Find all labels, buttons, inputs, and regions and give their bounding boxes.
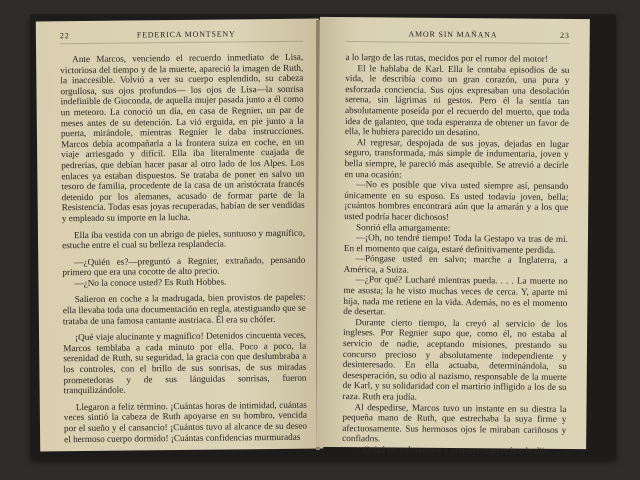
paragraph: Ella iba vestida con un abrigo de pieles, suntuoso y magnífico, estuche entre el cual su belleza resplandecía. [62, 227, 306, 251]
paragraph: Ante Marcos, venciendo el recuerdo inmediato de Lisa, victoriosa del tiempo y de la muerte, apareció la imagen de Ruth, la inaccesible. Volvió a ver su cuerpo esplendido, su cabeza orgullosa, sus ojos profundos— los ojos de Lisa—la sonrisa indefinible de Gioconda, de aquella mujer pasada junto a él como un meteoro. La conoció un día, en casa de Regnier, un par de meses antes de su detención. La vió erguida, en pie junto a la puerta, mirándole, mientras Regnier le daba instrucciones. Marcos debía acompañarla a la frontera suiza en coche, en un viaje arriesgado y difícil. Ella iba literalmente cuajada de pedrerías, que debían hacer pasar al otro lado de los Alpes. Los enlaces ya estaban dispuestos. Se trataba de poner en salvo un tesoro de familia, procedente de la casa de un aristócrata francés detenido por los alemanes, acusado de formar parte de la Resistencia. Todas esas joyas recuperadas, habían de ser vendidas y empleado su importe en la lucha. [60, 51, 305, 224]
right-page-number: 23 [560, 30, 570, 41]
paragraph: Salieron en coche a la madrugada, bien provistos de papeles: ella llevaba toda una documentación en regla, atestiguando que se trataba de una famosa cantante austriaca. Él era su chófer. [62, 292, 306, 326]
left-body-text [60, 52, 307, 445]
right-running-head [346, 29, 570, 44]
left-running-head [60, 29, 303, 45]
paragraph: —¿Por qué? Lucharé mientras pueda. . . . La muerte no me asusta; la he visto muchas veces de cerca. Y, aparte mi hija, nada me retiene en la vida. Además, no es el momento de desertar. [343, 274, 568, 317]
right-page [316, 17, 590, 456]
paragraph: —Póngase usted en salvo; marche a Inglaterra, a América, a Suiza. [343, 253, 568, 275]
paragraph: Al regresar, despojada de sus joyas, dejadas en lugar seguro, transformada, más simple de indumentaria, joven y bella siempre, le pareció más asequible. Se atrevió a decírle en una ocasión: [344, 136, 569, 180]
left-page [36, 19, 323, 452]
paragraph: Durante cierto tiempo, la creyó al servicio de los ingleses. Por Regnier supo que, como él, no estaba al servicio de nadie, aceptando misiones, prestando su concurso precioso y absolutamente independiente y desinteresado. En ella actuaba, determinándola, su desesperación, su odio al nazismo, responsable de la muerte de Karl, y su solidaridad con el martirio infligido a los de su raza. Ruth era judía. [342, 316, 568, 402]
paragraph: —Quizá no volveremos a vernos nunca más—le dijo [354, 444, 549, 456]
right-running-title: AMOR SIN MAÑANA [408, 29, 498, 40]
paragraph: —¡Oh, no tendré tiempo! Toda la Gestapo va tras de mí. En el momento que caiga, estaré definitivamente perdida. [343, 232, 568, 255]
paragraph: a lo largo de las rutas, mecidos por el rumor del motor! [345, 52, 548, 64]
left-page-number: 22 [59, 31, 70, 41]
left-running-title: FEDERICA MONTSENY [136, 29, 236, 40]
paragraph: Sonrió ella amargamente: [356, 221, 451, 233]
paragraph: ¡Qué viaje alucinante y magnífico! Detenidos cincuenta veces, Marcos temblaba a cada minuto por ella. Poco a poco, la serenidad de Ruth, su seguridad, la gracia con que deslumbraba a los controles, con el brillo de sus sonrisas, de sus miradas prometedoras y de sus lánguidas sonrisas, fueron tranquilizándole. [63, 329, 307, 396]
paragraph: —¿Quién es?—preguntó a Regnier, extrañado, pensando primero que era una cocotte de alto precio. [62, 254, 306, 278]
right-body-text [342, 52, 570, 457]
paragraph: —No es posible que viva usted siempre así, pensando únicamente en su esposo. Es usted todavía joven, bella; ¡cuántos hombres encontrará aún que la amarán y a los que usted podría hacer dichosos! [344, 179, 569, 222]
paragraph: Al despedirse, Marcos tuvo un instante en su diestra la pequeña mano de Ruth, que estrechaba la suya firme y afectuosamente. Sus hermosos ojos le miraban cariñosos y confiados. [342, 401, 567, 444]
paragraph: El le hablaba de Karl. Ella le contaba episodios de su vida, le describía como un gran corazón, una pura y esforzada conciencia. Sus ojos expresaban una desolación serena, sin lágrimas ni gestos. Pero él la sentía tan absolutamente poseída por el recuerdo del muerto, que toda idea de galanteo, que toda esperanza de obtener un favor de ella, le hubiera parecido un desatino. [344, 62, 570, 138]
paragraph: Llegaron a feliz término. ¡Cuántas horas de intimidad, cuántas veces sintió la cabeza de Ruth apoyarse en su hombro, vencida por el sueño y el cansancio! ¡Cuántos tuvo al alcance de su deseo el hermoso cuerpo dormido! ¡Cuántas confidencias murmuradas [63, 399, 308, 444]
paragraph: —¿No la conoce usted? Es Ruth Hobbes. [74, 276, 227, 288]
